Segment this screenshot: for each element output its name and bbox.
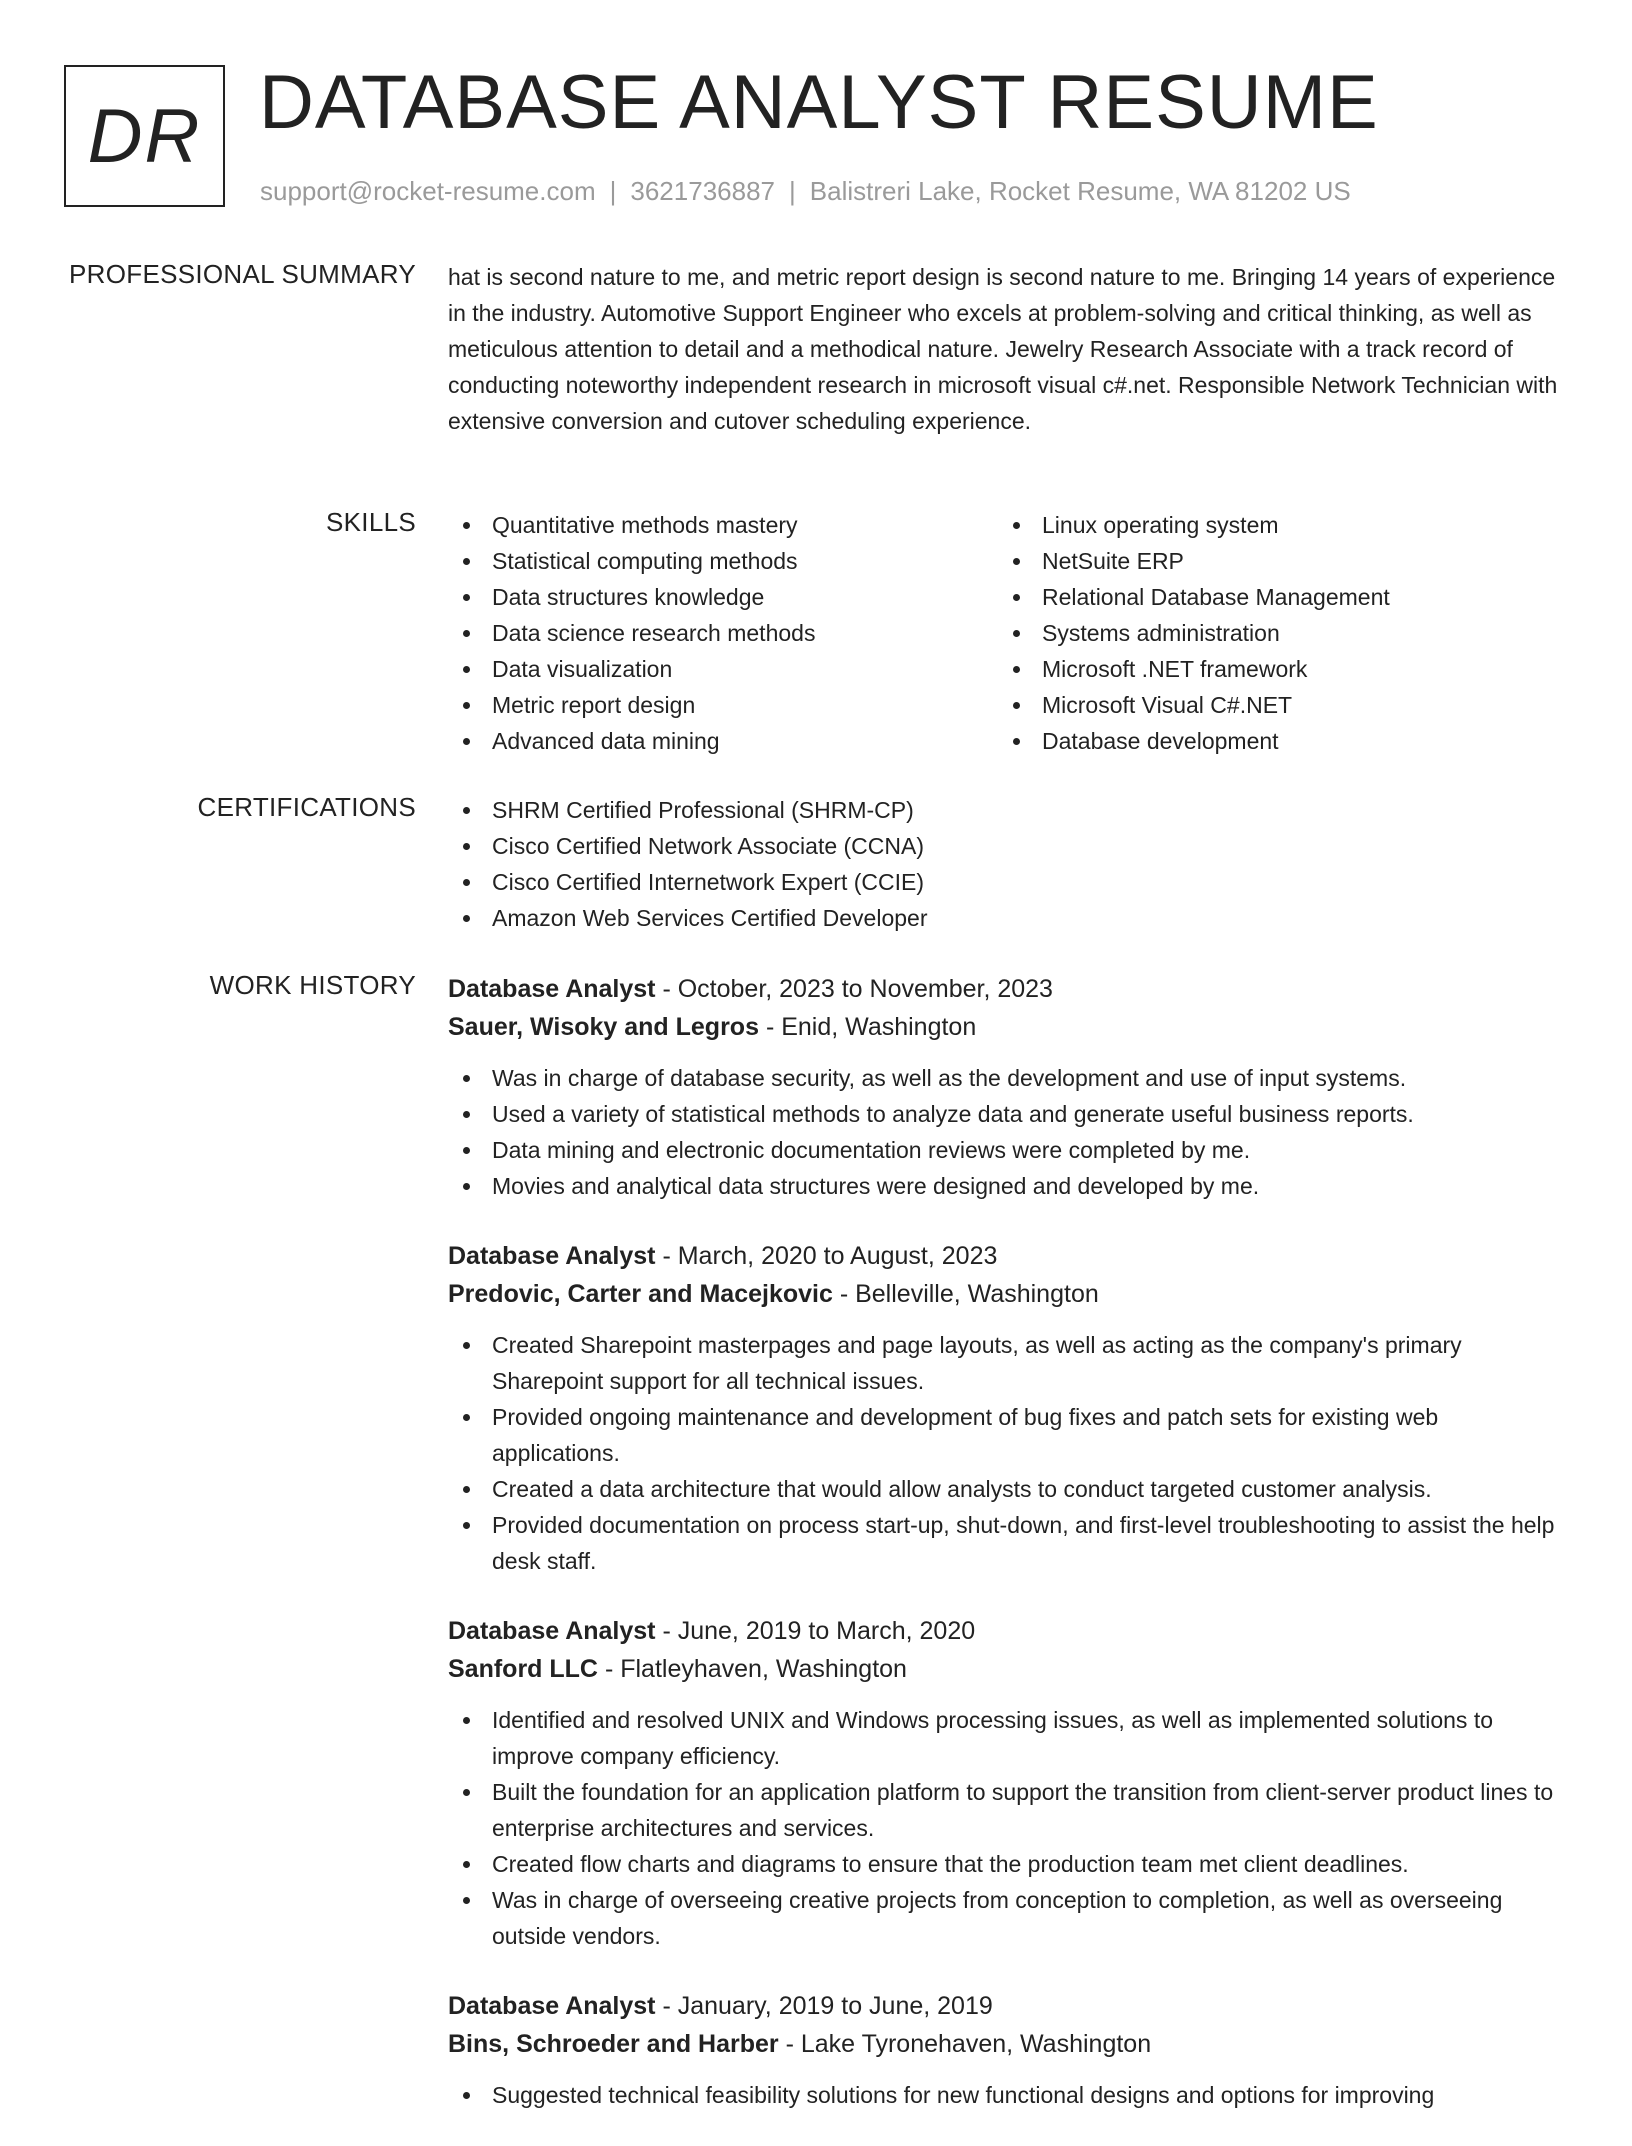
skill-item: Relational Database Management bbox=[998, 579, 1548, 615]
job-bullet: Was in charge of database security, as well as the development and use of input systems. bbox=[448, 1060, 1558, 1096]
work-history-content bbox=[448, 970, 1558, 2146]
certifications-list bbox=[448, 792, 1558, 936]
job-entry bbox=[448, 1612, 1558, 1954]
job-employer bbox=[448, 1275, 1558, 1313]
page-title: DATABASE ANALYST RESUME bbox=[259, 60, 1379, 145]
job-bullets bbox=[448, 1327, 1558, 1579]
job-bullet: Data mining and electronic documentation reviews were completed by me. bbox=[448, 1132, 1558, 1168]
certification-item: Cisco Certified Internetwork Expert (CCIE) bbox=[448, 864, 1558, 900]
certifications-content bbox=[448, 792, 1558, 936]
job-bullet: Was in charge of overseeing creative projects from conception to completion, as well as overseeing outside vendors. bbox=[448, 1882, 1558, 1954]
skills-content bbox=[448, 507, 1558, 759]
job-employer bbox=[448, 2025, 1558, 2063]
skill-item: Microsoft Visual C#.NET bbox=[998, 687, 1548, 723]
job-employer bbox=[448, 1650, 1558, 1688]
job-bullet: Provided ongoing maintenance and development of bug fixes and patch sets for existing web applications. bbox=[448, 1399, 1558, 1471]
job-bullets bbox=[448, 1702, 1558, 1954]
job-company: Bins, Schroeder and Harber bbox=[448, 2030, 779, 2058]
contact-separator: | bbox=[609, 176, 617, 206]
skills-list-left bbox=[448, 507, 998, 759]
skill-item: Database development bbox=[998, 723, 1548, 759]
job-bullet: Created a data architecture that would allow analysts to conduct targeted customer analysis. bbox=[448, 1471, 1558, 1507]
job-entry bbox=[448, 1987, 1558, 2113]
job-company: Sanford LLC bbox=[448, 1655, 598, 1683]
job-location: - Flatleyhaven, Washington bbox=[598, 1655, 907, 1683]
job-bullet: Used a variety of statistical methods to analyze data and generate useful business reports. bbox=[448, 1096, 1558, 1132]
contact-address: Balistreri Lake, Rocket Resume, WA 81202 US bbox=[809, 176, 1351, 206]
job-dates: - March, 2020 to August, 2023 bbox=[655, 1242, 998, 1270]
job-title: Database Analyst bbox=[448, 1242, 656, 1270]
skill-item: Microsoft .NET framework bbox=[998, 651, 1548, 687]
job-bullets bbox=[448, 2077, 1558, 2113]
job-location: - Lake Tyronehaven, Washington bbox=[778, 2030, 1152, 2058]
job-entry bbox=[448, 970, 1558, 1204]
skill-item: Data visualization bbox=[448, 651, 998, 687]
job-dates: - June, 2019 to March, 2020 bbox=[655, 1617, 976, 1645]
skill-item: Systems administration bbox=[998, 615, 1548, 651]
summary-text: hat is second nature to me, and metric report design is second nature to me. Bringing 14 years of experience in the industry. Automotive Support Engineer who excels at problem-solving and critical thinking, as well as meticulous attention to detail and a methodical nature. Jewelry Research Associate with a track record of conducting noteworthy independent research in microsoft visual c#.net. Responsible Network Technician with extensive conversion and cutover scheduling experience. bbox=[448, 264, 1558, 434]
job-dates: - January, 2019 to June, 2019 bbox=[655, 1992, 993, 2020]
job-bullet: Created Sharepoint masterpages and page layouts, as well as acting as the company's primary Sharepoint support for all technical issues. bbox=[448, 1327, 1558, 1399]
job-company: Sauer, Wisoky and Legros bbox=[448, 1013, 759, 1041]
contact-line bbox=[260, 176, 1351, 207]
job-title: Database Analyst bbox=[448, 1617, 656, 1645]
skill-item: Metric report design bbox=[448, 687, 998, 723]
section-label-certifications: CERTIFICATIONS bbox=[197, 792, 416, 822]
contact-separator: | bbox=[789, 176, 796, 206]
section-label-summary: PROFESSIONAL SUMMARY bbox=[69, 259, 416, 289]
skill-item: Statistical computing methods bbox=[448, 543, 998, 579]
skill-item: Quantitative methods mastery bbox=[448, 507, 998, 543]
skills-list-right bbox=[998, 507, 1548, 759]
job-title: Database Analyst bbox=[448, 975, 656, 1003]
job-location: - Enid, Washington bbox=[759, 1013, 977, 1041]
certification-item: Cisco Certified Network Associate (CCNA) bbox=[448, 828, 1558, 864]
job-dates: - October, 2023 to November, 2023 bbox=[655, 975, 1053, 1003]
resume-header bbox=[64, 60, 1564, 215]
skill-item: Data science research methods bbox=[448, 615, 998, 651]
section-label-work-history: WORK HISTORY bbox=[209, 970, 416, 1000]
section-label-skills: SKILLS bbox=[326, 507, 416, 537]
job-heading bbox=[448, 1612, 1558, 1650]
skill-item: NetSuite ERP bbox=[998, 543, 1548, 579]
summary-content bbox=[448, 259, 1558, 439]
skill-item: Data structures knowledge bbox=[448, 579, 998, 615]
job-bullet: Built the foundation for an application platform to support the transition from client-server product lines to enterprise architectures and services. bbox=[448, 1774, 1558, 1846]
skill-item: Advanced data mining bbox=[448, 723, 998, 759]
job-bullet: Suggested technical feasibility solutions for new functional designs and options for improving bbox=[448, 2077, 1558, 2113]
job-heading bbox=[448, 1987, 1558, 2025]
job-heading bbox=[448, 1237, 1558, 1275]
job-location: - Belleville, Washington bbox=[832, 1280, 1099, 1308]
job-bullet: Identified and resolved UNIX and Windows processing issues, as well as implemented solutions to improve company efficiency. bbox=[448, 1702, 1558, 1774]
job-bullet: Provided documentation on process start-up, shut-down, and first-level troubleshooting to assist the help desk staff. bbox=[448, 1507, 1558, 1579]
job-company: Predovic, Carter and Macejkovic bbox=[448, 1280, 833, 1308]
skill-item: Linux operating system bbox=[998, 507, 1548, 543]
job-heading bbox=[448, 970, 1558, 1008]
contact-email[interactable]: support@rocket-resume.com bbox=[260, 176, 596, 206]
job-title: Database Analyst bbox=[448, 1992, 656, 2020]
job-employer bbox=[448, 1008, 1558, 1046]
contact-phone[interactable]: 3621736887 bbox=[630, 176, 775, 206]
monogram-box bbox=[64, 65, 225, 207]
job-bullet: Created flow charts and diagrams to ensure that the production team met client deadlines. bbox=[448, 1846, 1558, 1882]
certification-item: SHRM Certified Professional (SHRM-CP) bbox=[448, 792, 1558, 828]
job-entry bbox=[448, 1237, 1558, 1579]
job-bullets bbox=[448, 1060, 1558, 1204]
monogram-initials: DR bbox=[87, 93, 202, 179]
certification-item: Amazon Web Services Certified Developer bbox=[448, 900, 1558, 936]
job-bullet: Movies and analytical data structures were designed and developed by me. bbox=[448, 1168, 1558, 1204]
